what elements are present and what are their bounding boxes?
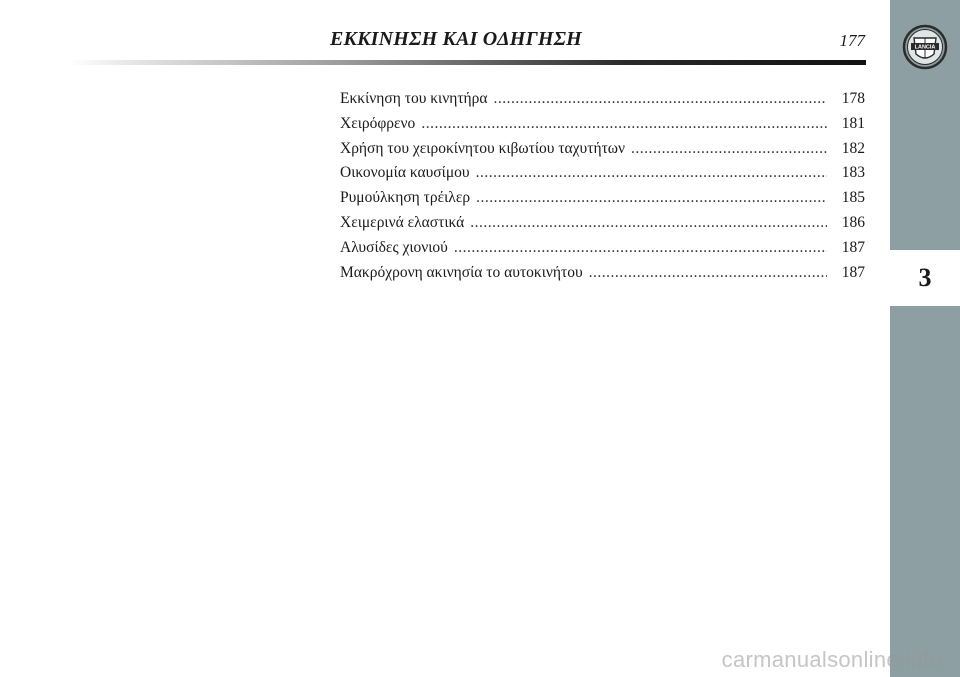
- toc-leader-dots: [494, 90, 827, 108]
- sidebar-lower-panel: [890, 304, 960, 677]
- toc-entry[interactable]: [340, 90, 865, 115]
- toc-entry-label: Χειρόφρενο: [340, 114, 416, 132]
- lancia-shield-icon: [902, 24, 948, 70]
- watermark: carmanualsonline.info: [721, 647, 942, 672]
- toc-entry[interactable]: [340, 140, 865, 165]
- toc-leader-dots: [421, 115, 827, 133]
- table-of-contents: [340, 90, 865, 288]
- toc-entry-label: Οικονομία καυσίμου: [340, 164, 470, 182]
- toc-entry-label: Μακρόχρονη ακινησία το αυτοκινήτου: [340, 263, 583, 281]
- toc-entry-page: 178: [841, 90, 865, 107]
- toc-entry-page: 186: [841, 213, 865, 231]
- page-number: 177: [839, 31, 865, 50]
- toc-entry[interactable]: [340, 214, 865, 239]
- toc-entry-page: 181: [841, 114, 865, 132]
- toc-leader-dots: [476, 189, 827, 207]
- logo-text: LANCIA: [914, 44, 936, 51]
- toc-leader-dots: [470, 214, 827, 232]
- chapter-title: ΕΚΚΙΝΗΣΗ ΚΑΙ ΟΔΗΓΗΣΗ: [330, 28, 582, 50]
- toc-entry-label: Αλυσίδες χιονιού: [340, 238, 448, 256]
- toc-entry-page: 185: [841, 189, 865, 207]
- toc-leader-dots: [476, 164, 827, 182]
- toc-entry-page: 187: [841, 238, 865, 256]
- toc-entry[interactable]: [340, 189, 865, 214]
- toc-entry-label: Ρυμούλκηση τρέιλερ: [340, 189, 471, 207]
- toc-entry[interactable]: [340, 115, 865, 140]
- toc-leader-dots: [589, 264, 827, 282]
- sidebar-logo-panel: [890, 0, 960, 252]
- toc-entry-page: 183: [841, 164, 865, 182]
- chapter-tab[interactable]: [890, 252, 960, 304]
- chapter-number: 3: [918, 263, 932, 292]
- toc-entry-label: Χρήση του χειροκίνητου κιβωτίου ταχυτήτων: [340, 139, 626, 157]
- toc-entry-label: Εκκίνηση του κινητήρα: [340, 90, 488, 107]
- toc-entry-label: Χειμερινά ελαστικά: [340, 213, 465, 231]
- toc-entry-page: 187: [841, 263, 865, 281]
- chapter-sidebar: [890, 0, 960, 677]
- toc-leader-dots: [454, 239, 827, 257]
- toc-entry[interactable]: [340, 164, 865, 189]
- toc-entry[interactable]: [340, 239, 865, 264]
- toc-leader-dots: [631, 140, 827, 158]
- toc-entry[interactable]: [340, 264, 865, 289]
- header-rule: [68, 60, 866, 65]
- toc-entry-page: 182: [841, 139, 865, 157]
